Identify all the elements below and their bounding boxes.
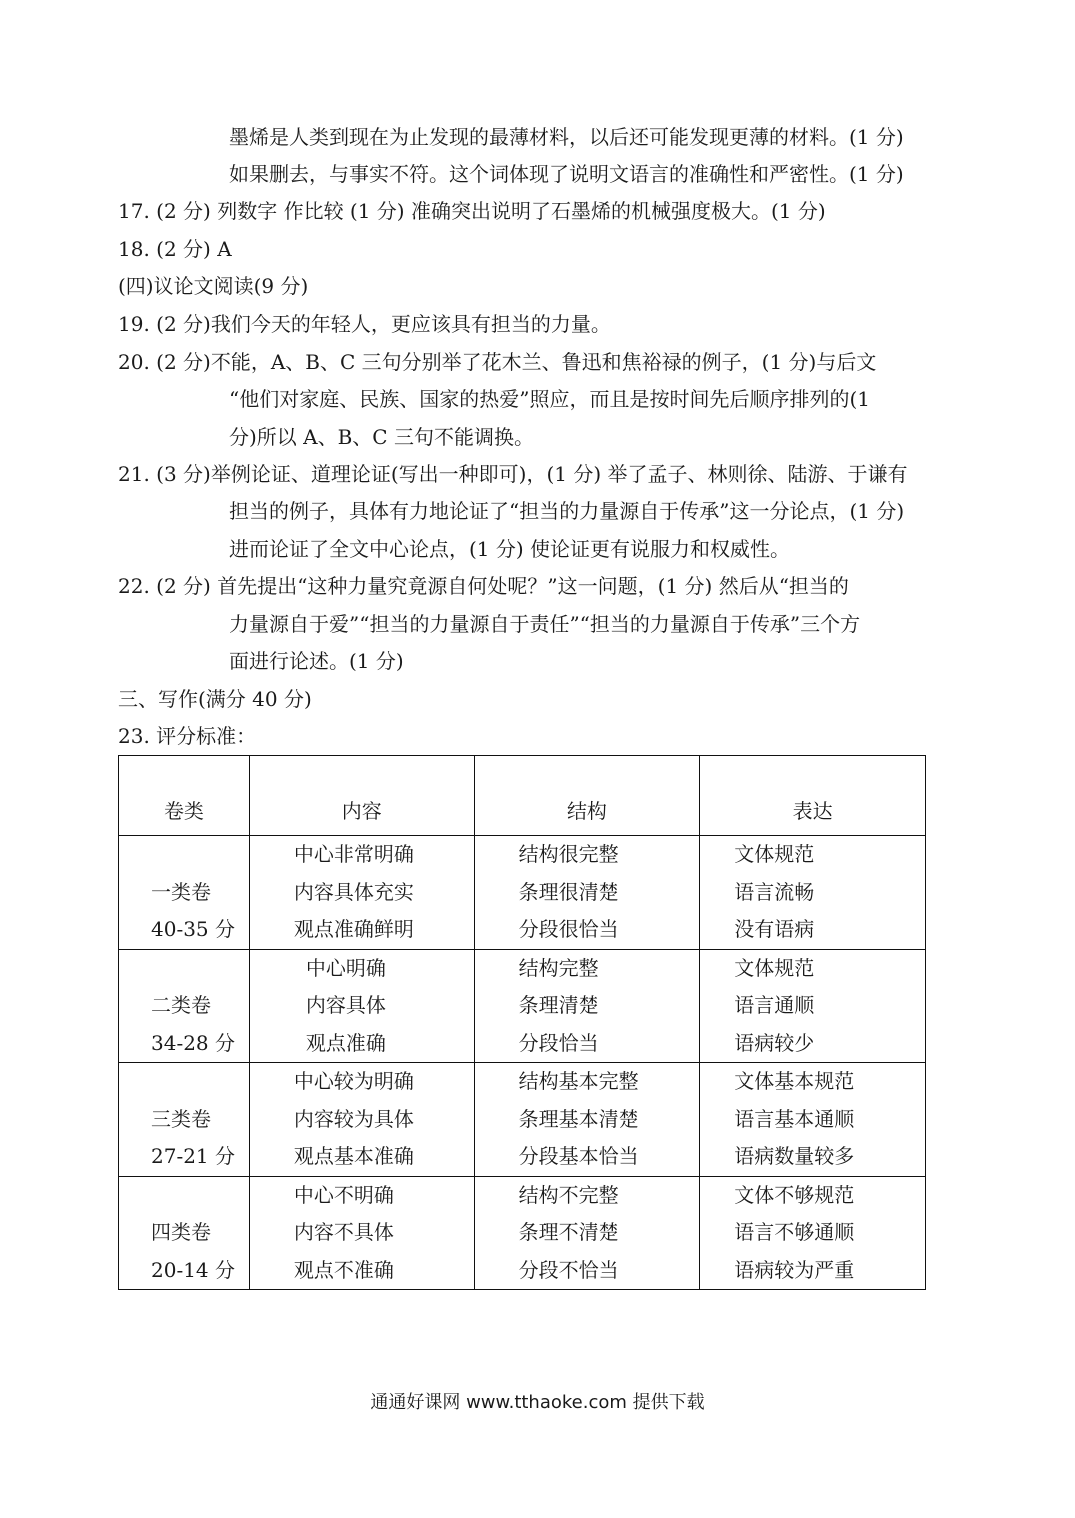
header-content: 内容 [249, 756, 474, 836]
header-structure: 结构 [474, 756, 700, 836]
text-line: 23. 评分标准： [118, 724, 257, 748]
structure-cell: 结构基本完整 条理基本清楚 分段基本恰当 [474, 1063, 700, 1177]
table-row [119, 949, 926, 1063]
expression-cell: 文体不够规范 语言不够通顺 语病较为严重 [700, 1176, 926, 1290]
content-cell: 中心非常明确 内容具体充实 观点准确鲜明 [249, 836, 474, 950]
table-row [119, 1176, 926, 1290]
grade-range: 27-21 分 [151, 1144, 236, 1168]
expression-cell: 文体规范 语言流畅 没有语病 [700, 836, 926, 950]
content-cell: 中心明确 内容具体 观点准确 [249, 949, 474, 1063]
type-cell [119, 1063, 250, 1177]
expression-cell: 文体规范 语言通顺 语病较少 [700, 949, 926, 1063]
structure-cell: 结构很完整 条理很清楚 分段很恰当 [474, 836, 700, 950]
text-line: 力量源自于爱”“担当的力量源自于责任”“担当的力量源自于传承”三个方 [229, 612, 861, 636]
structure-cell: 结构完整 条理清楚 分段恰当 [474, 949, 700, 1063]
header-expression: 表达 [700, 756, 926, 836]
content-cell: 中心不明确 内容不具体 观点不准确 [249, 1176, 474, 1290]
expression-cell: 文体基本规范 语言基本通顺 语病数量较多 [700, 1063, 926, 1177]
type-cell [119, 836, 250, 950]
table-row [119, 836, 926, 950]
text-line: 担当的例子，具体有力地论证了“担当的力量源自于传承”这一分论点，(1 分) [229, 499, 905, 523]
text-line: “他们对家庭、民族、国家的热爱”照应，而且是按时间先后顺序排列的(1 [229, 387, 870, 411]
header-type: 卷类 [119, 756, 250, 836]
text-line: 22. (2 分) 首先提出“这种力量究竟源自何处呢？”这一问题，(1 分) 然后从“担当的 [118, 574, 849, 598]
text-line: 18. (2 分) A [118, 237, 232, 261]
type-cell [119, 949, 250, 1063]
grade-label: 一类卷 [151, 879, 211, 904]
text-line: 分)所以 A、B、C 三句不能调换。 [229, 425, 534, 449]
text-line: 21. (3 分)举例论证、道理论证(写出一种即可)，(1 分) 举了孟子、林则徐、陆游、于谦有 [118, 462, 908, 486]
grade-label: 二类卷 [151, 993, 211, 1017]
section-heading: (四)议论文阅读(9 分) [118, 274, 309, 298]
grade-range: 34-28 分 [151, 1030, 236, 1055]
content-cell: 中心较为明确 内容较为具体 观点基本准确 [249, 1063, 474, 1177]
table-row [119, 1063, 926, 1177]
grade-label: 三类卷 [151, 1106, 211, 1131]
text-line: 如果删去，与事实不符。这个词体现了说明文语言的准确性和严密性。(1 分) [229, 162, 904, 186]
grade-label: 四类卷 [151, 1220, 211, 1244]
grade-range: 40-35 分 [151, 917, 236, 941]
text-line: 20. (2 分)不能，A、B、C 三句分别举了花木兰、鲁迅和焦裕禄的例子，(1 分)与后文 [118, 350, 877, 374]
text-line: 进而论证了全文中心论点，(1 分) 使论证更有说服力和权威性。 [229, 537, 791, 561]
page-footer: 通通好课网 www.tthaoke.com 提供下载 [370, 1392, 705, 1413]
text-line: 墨烯是人类到现在为止发现的最薄材料，以后还可能发现更薄的材料。(1 分) [229, 125, 904, 149]
structure-cell: 结构不完整 条理不清楚 分段不恰当 [474, 1176, 700, 1290]
table-header-row [119, 756, 926, 836]
text-line: 19. (2 分)我们今天的年轻人，更应该具有担当的力量。 [118, 312, 611, 336]
section-heading: 三、写作(满分 40 分) [118, 687, 312, 711]
scoring-table [118, 755, 926, 1290]
type-cell [119, 1176, 250, 1290]
text-line: 面进行论述。(1 分) [229, 649, 404, 673]
grade-range: 20-14 分 [151, 1257, 236, 1282]
text-line: 17. (2 分) 列数字 作比较 (1 分) 准确突出说明了石墨烯的机械强度极大。(1 分) [118, 199, 826, 223]
